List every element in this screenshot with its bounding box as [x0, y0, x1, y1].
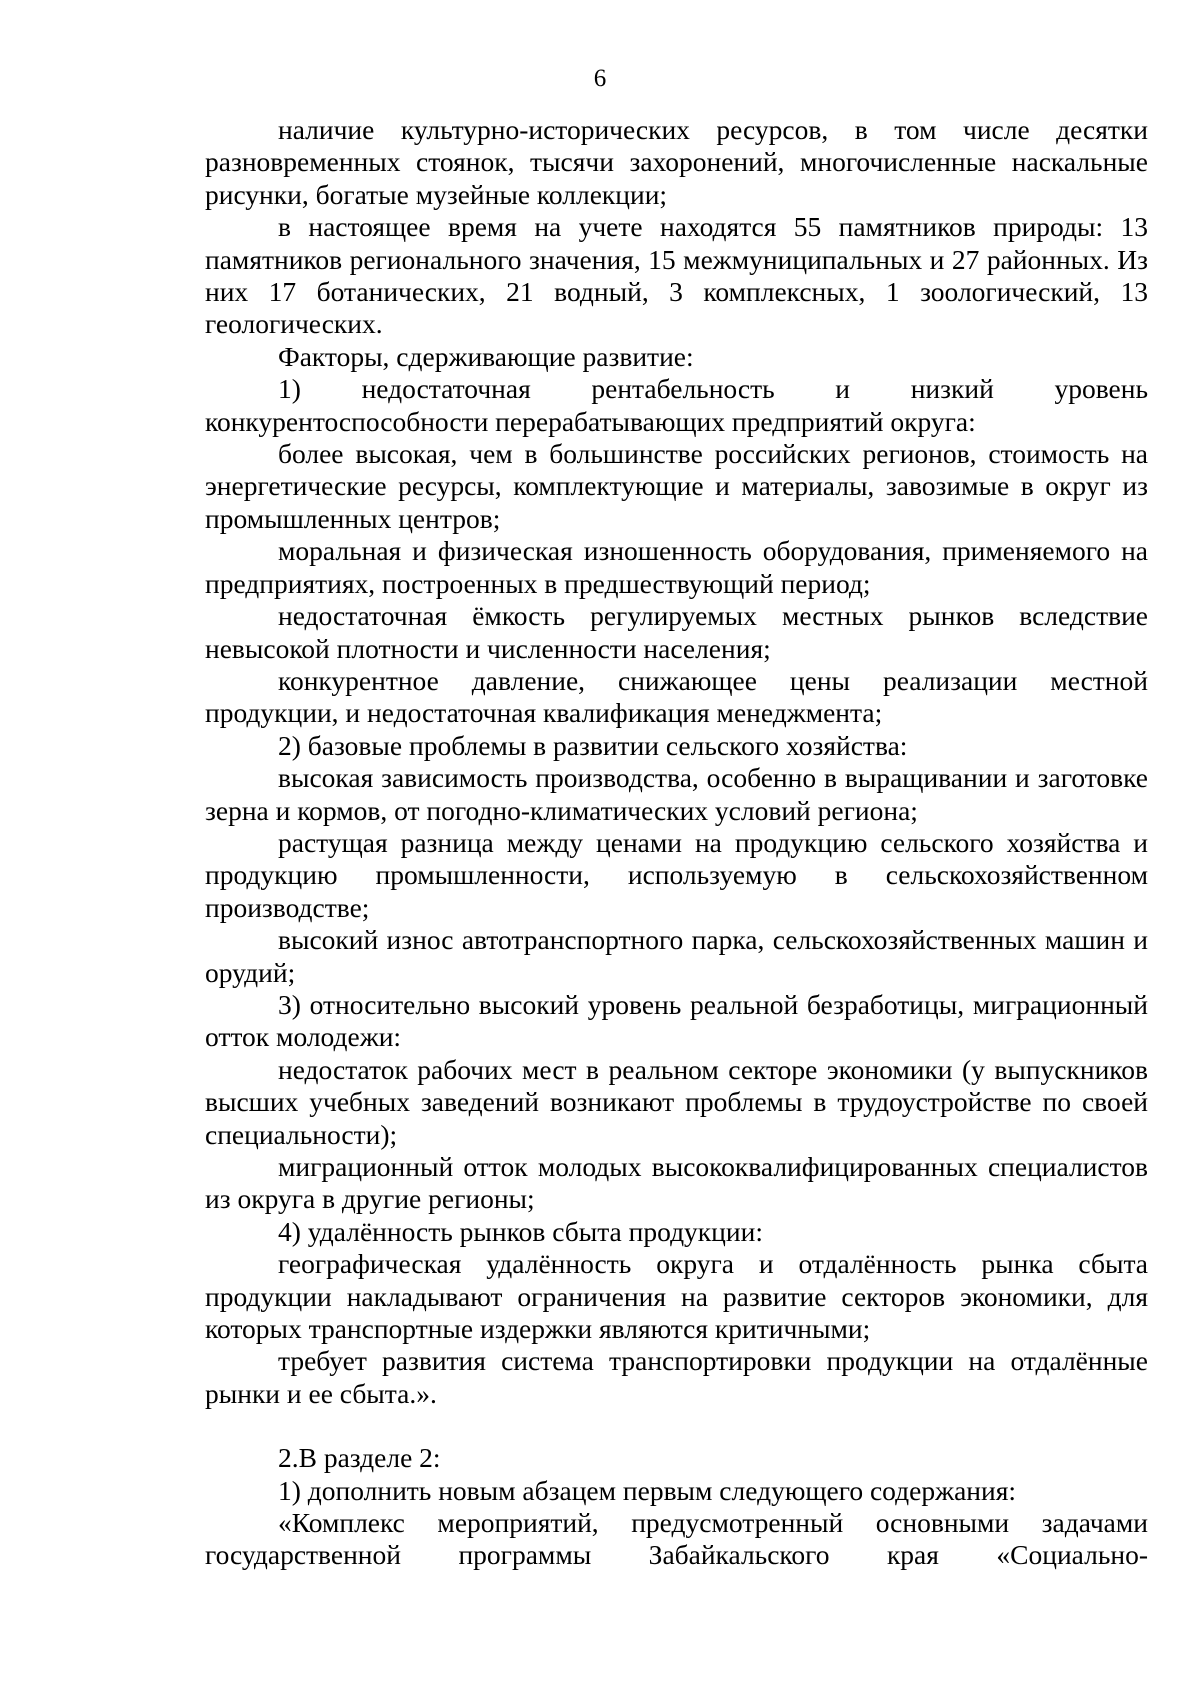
- paragraph: миграционный отток молодых высококвалифицированных специалистов из округа в другие регионы;: [205, 1151, 1148, 1215]
- paragraph: «Комплекс мероприятий, предусмотренный основными задачами государственной программы Забайкальского края «Социально-: [205, 1507, 1148, 1571]
- paragraph: 1) дополнить новым абзацем первым следующего содержания:: [278, 1474, 1017, 1506]
- paragraph: растущая разница между ценами на продукцию сельского хозяйства и продукцию промышленности, используемую в сельскохозяйственном производстве;: [205, 826, 1148, 923]
- paragraph: недостаточная ёмкость регулируемых местных рынков вследствие невысокой плотности и численности населения;: [205, 600, 1148, 664]
- paragraph: 1) недостаточная рентабельность и низкий уровень конкурентоспособности перерабатывающих предприятий округа:: [205, 373, 1148, 437]
- document-body: [205, 114, 1148, 1572]
- paragraph: в настоящее время на учете находятся 55 памятников природы: 13 памятников регионального значения, 15 межмуниципальных и 27 районных. Из них 17 ботанических, 21 водный, 3 комплексных, 1 зоологический, 13 геологических.: [205, 211, 1148, 340]
- paragraph: недостаток рабочих мест в реальном секторе экономики (у выпускников высших учебных заведений возникают проблемы в трудоустройстве по своей специальности);: [205, 1053, 1148, 1150]
- paragraph: 2.В разделе 2:: [278, 1442, 441, 1474]
- paragraph: более высокая, чем в большинстве российских регионов, стоимость на энергетические ресурсы, комплектующие и материалы, завозимые в округ из промышленных центров;: [205, 438, 1148, 534]
- paragraph: высокая зависимость производства, особенно в выращивании и заготовке зерна и кормов, от погодно-климатических условий региона;: [205, 762, 1148, 826]
- page-number: 6: [593, 65, 607, 92]
- paragraph: географическая удалённость округа и отдалённость рынка сбыта продукции накладывают ограничения на развитие секторов экономики, для которых транспортные издержки являются критичными;: [205, 1248, 1148, 1345]
- paragraph: 4) удалённость рынков сбыта продукции:: [278, 1215, 763, 1247]
- paragraph: наличие культурно-исторических ресурсов, в том числе десятки разновременных стоянок, тысячи захоронений, многочисленные наскальные рисунки, богатые музейные коллекции;: [205, 114, 1148, 210]
- paragraph: высокий износ автотранспортного парка, сельскохозяйственных машин и орудий;: [205, 924, 1148, 988]
- paragraph: 2) базовые проблемы в развитии сельского хозяйства:: [278, 729, 908, 761]
- paragraph: 3) относительно высокий уровень реальной безработицы, миграционный отток молодежи:: [205, 988, 1148, 1053]
- paragraph: конкурентное давление, снижающее цены реализации местной продукции, и недостаточная квалификация менеджмента;: [205, 664, 1148, 729]
- paragraph: требует развития система транспортировки продукции на отдалённые рынки и ее сбыта.».: [205, 1345, 1148, 1409]
- paragraph: моральная и физическая изношенность оборудования, применяемого на предприятиях, построенных в предшествующий период;: [205, 535, 1148, 599]
- paragraph: Факторы, сдерживающие развитие:: [278, 340, 694, 372]
